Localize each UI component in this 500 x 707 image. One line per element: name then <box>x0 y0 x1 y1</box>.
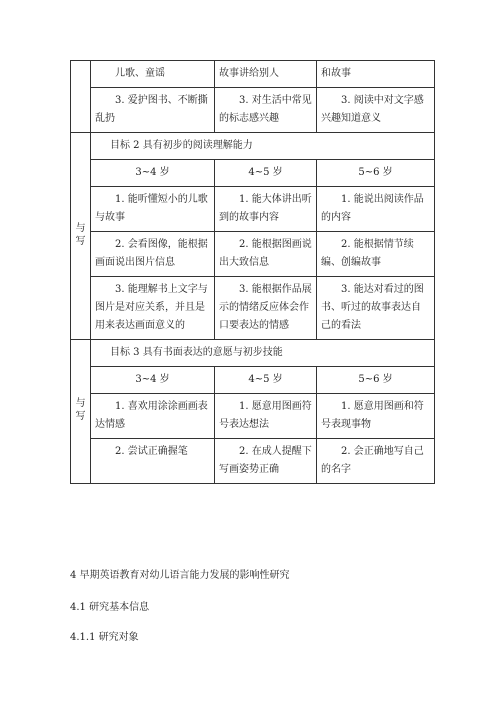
side-label-char: 与 <box>75 222 86 234</box>
table-cell: 3. 对生活中常见的标志感兴趣 <box>215 88 317 133</box>
goal-heading: 目标 2 具有初步的阅读理解能力 <box>91 133 435 160</box>
table-row <box>71 133 435 160</box>
age-header: 5~6 岁 <box>317 160 435 187</box>
table-row <box>71 160 435 187</box>
table-cell: 2. 在成人提醒下写画姿势正确 <box>215 439 317 484</box>
table-cell: 3. 能根据作品展示的情绪反应体会作口要表达的情感 <box>215 277 317 340</box>
age-header: 5~6 岁 <box>317 367 435 394</box>
table-cell: 2. 能根据图画说出大致信息 <box>215 232 317 277</box>
table-row <box>71 277 435 340</box>
table-cell: 1. 能说出阅读作品的内容 <box>317 187 435 232</box>
table-cell: 故事讲给别人 <box>215 61 317 88</box>
side-label-cell <box>71 340 91 484</box>
table-cell: 2. 尝试正确握笔 <box>91 439 215 484</box>
table-cell: 3. 能理解书上文字与图片是对应关系，并且是用来表达画面意义的 <box>91 277 215 340</box>
table-row <box>71 439 435 484</box>
goal-heading: 目标 3 具有书面表达的意愿与初步技能 <box>91 340 435 367</box>
age-header: 3~4 岁 <box>91 367 215 394</box>
table-cell: 2. 会看图像，能根据画面说出图片信息 <box>91 232 215 277</box>
table-row <box>71 187 435 232</box>
subsection-title: 4.1.1 研究对象 <box>70 632 139 643</box>
table-row <box>71 340 435 367</box>
side-label-char: 写 <box>75 235 86 247</box>
table-cell: 1. 能听懂短小的儿歌与故事 <box>91 187 215 232</box>
table-cell: 2. 能根据情节续编、创编故事 <box>317 232 435 277</box>
table-cell: 3. 爱护图书、不断撕乱扔 <box>91 88 215 133</box>
side-label-char: 写 <box>75 411 86 422</box>
side-label-char: 与 <box>75 398 86 409</box>
table-cell: 1. 能大体讲出听到的故事内容 <box>215 187 317 232</box>
section-title: 4 早期英语教育对幼儿语言能力发展的影响性研究 <box>70 570 290 581</box>
side-cell <box>71 61 91 133</box>
table-cell: 和故事 <box>317 61 435 88</box>
table-row <box>71 232 435 277</box>
subsection-title: 4.1 研究基本信息 <box>70 602 150 613</box>
side-label-cell <box>71 133 91 340</box>
table-cell: 儿歌、童谣 <box>91 61 215 88</box>
table-cell: 1. 愿意用图画符号表达想法 <box>215 394 317 439</box>
table-cell: 1. 喜欢用涂涂画画表达情感 <box>91 394 215 439</box>
table-row <box>71 367 435 394</box>
table-cell: 3. 阅读中对文字感兴趣知道意义 <box>317 88 435 133</box>
age-header: 4~5 岁 <box>215 367 317 394</box>
table-row <box>71 88 435 133</box>
table-cell: 1. 愿意用图画和符号表现事物 <box>317 394 435 439</box>
curriculum-goals-table <box>70 60 435 484</box>
table-row <box>71 61 435 88</box>
age-header: 3~4 岁 <box>91 160 215 187</box>
age-header: 4~5 岁 <box>215 160 317 187</box>
table-cell: 2. 会正确地写自己的名字 <box>317 439 435 484</box>
table-row <box>71 394 435 439</box>
table-cell: 3. 能达对看过的图书、听过的故事表达自己的看法 <box>317 277 435 340</box>
